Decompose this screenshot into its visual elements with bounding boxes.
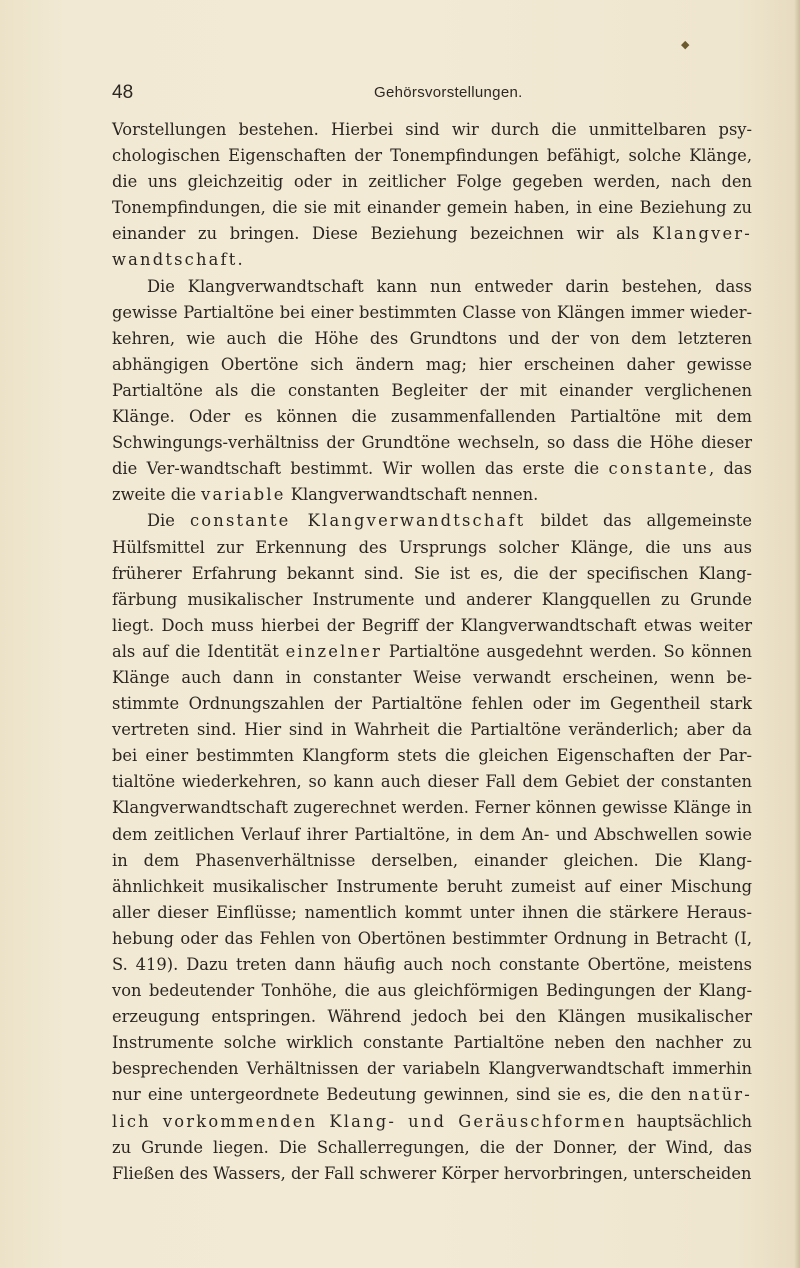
spaced-term: variable: [201, 485, 286, 505]
paragraph: [112, 117, 752, 274]
ink-mark-icon: ◆: [681, 38, 690, 51]
spaced-term: natür-lich vorkommenden Klang- und Geräuschformen: [112, 1085, 752, 1131]
spaced-term: Klangver-wandtschaft: [112, 224, 752, 270]
running-title: Gehörsvorstellungen.: [374, 84, 523, 101]
text-segment: Vorstellungen bestehen. Hierbei sind wir durch die unmittelbaren psy-chologischen Eigenschaften der Tonempfindungen befähigt, solche Klänge, die uns gleichzeitig oder in zeitlicher Folge gegeben werden, nach den Tonempfindungen, die sie mit einander gemein haben, in eine Beziehung zu einander zu bringen. Diese Beziehung bezeichnen wir als: [112, 120, 752, 244]
text-segment: bildet das allgemeinste Hülfsmittel zur Erkennung des Ursprungs solcher Klänge, die uns aus früherer Erfahrung bekannt sind. Sie ist es, die der specifischen Klang-färbung musikalischer Instrumente und anderer Klangquellen zu Grunde liegt. Doch muss hierbei der Begriff der Klangverwandtschaft etwas weiter als auf die Identität: [112, 511, 752, 661]
paragraph: [112, 274, 752, 509]
text-segment: , das zweite die: [112, 459, 752, 505]
text-segment: Die Klangverwandtschaft kann nun entweder darin bestehen, dass gewisse Partialtöne bei einer bestimmten Classe von Klängen immer wieder-kehren, wie auch die Höhe des Grundtons und der von dem letzteren abhängigen Obertöne sich ändern mag; hier erscheinen daher gewisse Partialtöne als die constanten Begleiter der mit einander verglichenen Klänge. Oder es können die zusammenfallenden Partialtöne mit dem Schwingungs-verhältniss der Grundtöne wechseln, so dass die Höhe dieser die Ver-wandtschaft bestimmt. Wir wollen das erste die: [112, 276, 752, 479]
text-segment: Partialtöne ausgedehnt werden. So können Klänge auch dann in constanter Weise verwandt erscheinen, wenn be-stimmte Ordnungszahlen der Partialtöne fehlen oder im Gegentheil stark vertreten sind. Hier sind in Wahrheit die Partialtöne veränderlich; aber da bei einer bestimmten Klangform stets die gleichen Eigenschaften der Par-tialtöne wiederkehren, so kann auch dieser Fall dem Gebiet der constanten Klangverwandtschaft zugerechnet werden. Ferner können gewisse Klänge in dem zeitlichen Verlauf ihrer Partialtöne, in dem An- und Abschwellen sowie in dem Phasenverhältnisse derselben, einander gleichen. Die Klang-ähnlichkeit musikalischer Instrumente beruht zumeist auf einer Mischung aller dieser Einflüsse; namentlich kommt unter ihnen die stärkere Heraus-hebung oder das Fehlen von Obertönen bestimmter Ordnung in Betracht (I, S. 419). Dazu treten dann häufig auch noch constante Obertöne, meistens von bedeutender Tonhöhe, die aus gleichförmigen Bedingungen der Klang-erzeugung entspringen. Während jedoch bei den Klängen musikalischer Instrumente solche wirklich constante Partialtöne neben den nachher zu besprechenden Verhältnissen der variabeln Klangverwandtschaft immerhin nur eine untergeordnete Bedeutung gewinnen, sind sie es, die den: [112, 641, 752, 1105]
spaced-term: constante: [608, 459, 709, 479]
page-number: 48: [112, 82, 134, 103]
page-edge-shadow: [794, 0, 800, 1268]
spaced-term: constante Klangverwandtschaft: [189, 511, 526, 531]
body-text: [112, 117, 752, 1187]
text-segment: Klangverwandtschaft nennen.: [285, 485, 539, 505]
text-segment: .: [237, 250, 243, 270]
paragraph: [112, 508, 752, 1186]
text-segment: Die: [147, 511, 190, 531]
text-segment: hauptsächlich zu Grunde liegen. Die Schallerregungen, die der Donner, der Wind, das Fließen des Wassers, der Fall schwerer Körper hervorbringen, unterscheiden: [112, 1111, 752, 1183]
spaced-term: einzelner: [285, 641, 383, 661]
running-head: [112, 81, 752, 107]
